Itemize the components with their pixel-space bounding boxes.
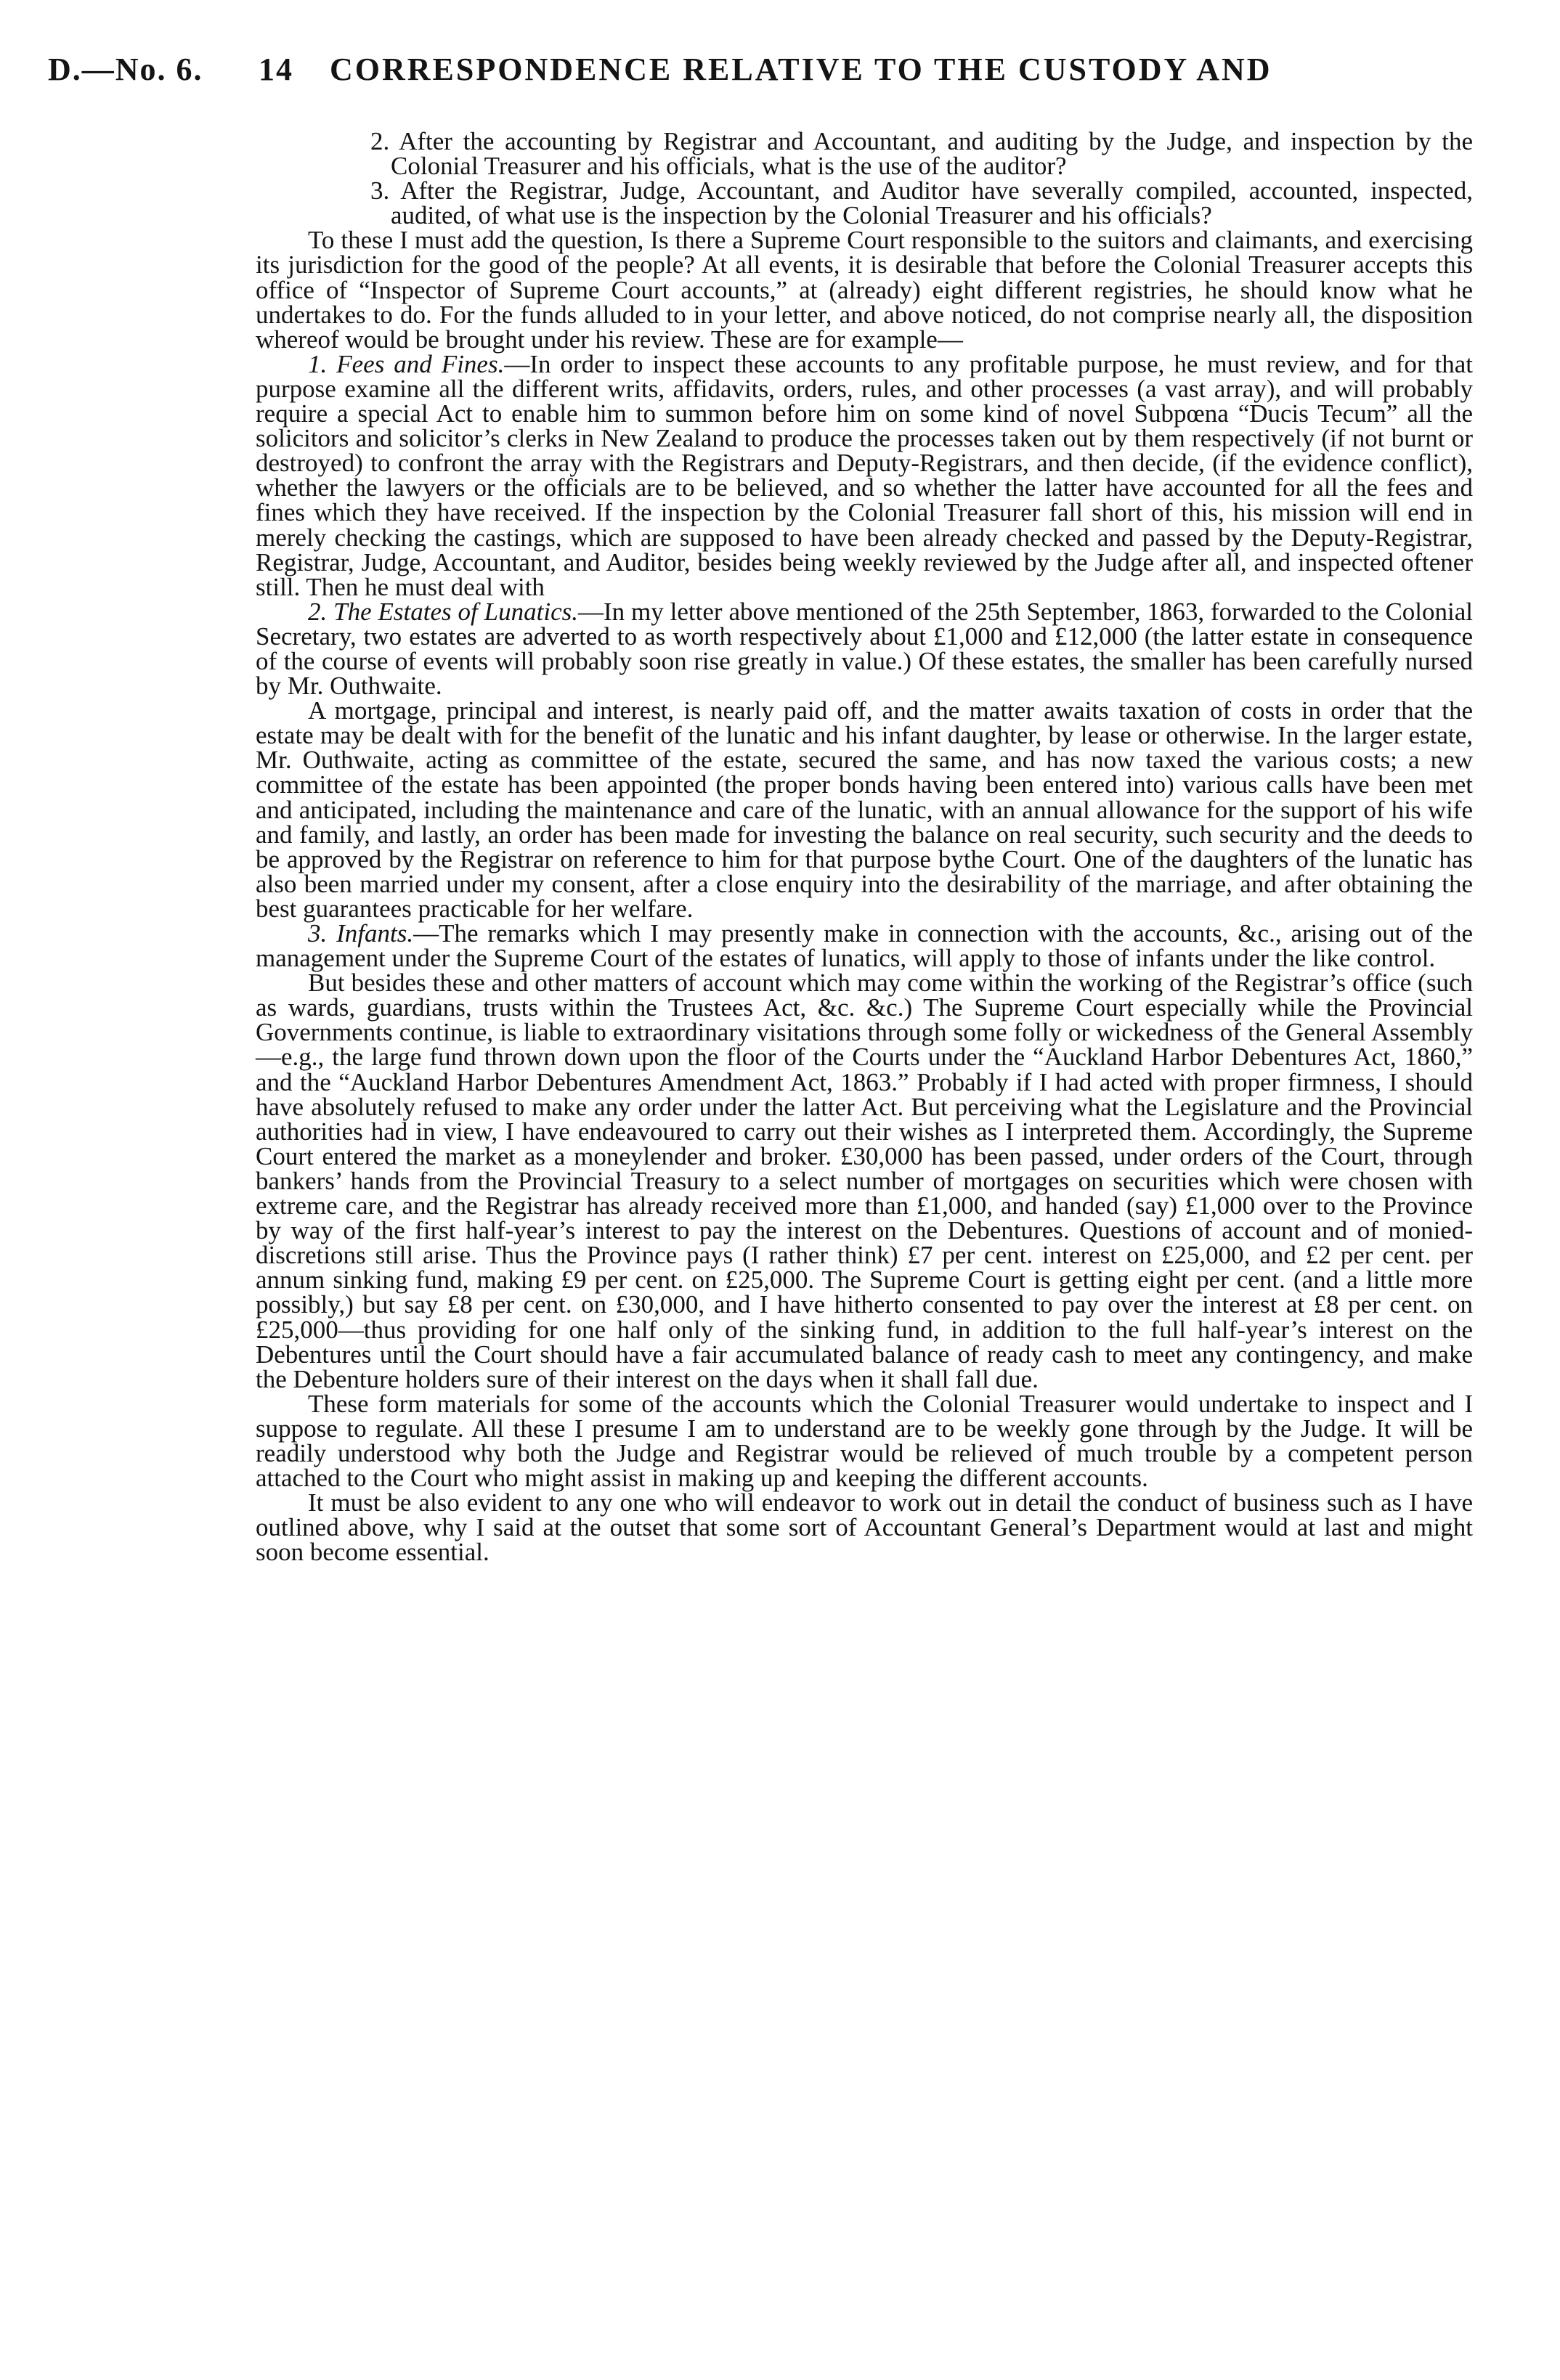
running-title: CORRESPONDENCE RELATIVE TO THE CUSTODY AND bbox=[330, 52, 1272, 87]
page-header bbox=[48, 51, 1471, 94]
paragraph-infants bbox=[256, 921, 1473, 971]
body-text bbox=[256, 129, 1473, 1565]
paragraph-lunatics bbox=[256, 597, 1474, 701]
page-number: 14 bbox=[259, 52, 293, 87]
question-2: 2. After the accounting by Registrar and Accountant, and auditing by the Judge, and inspection by the Colonial Treasurer and his officials, what is the use of the auditor? bbox=[370, 127, 1473, 181]
document-number: D.—No. 6. bbox=[48, 52, 203, 87]
question-3: 3. After the Registrar, Judge, Accountant, and Auditor have severally compiled, accounted, inspected, audited, of what use is the inspection by the Colonial Treasurer and his officials? bbox=[370, 176, 1473, 230]
fees-text: —In order to inspect these accounts to any profitable purpose, he must review, and for that purpose examine all the different writs, affidavits, orders, rules, and other processes (a vast array), and will probably require a special Act to enable him to summon before him on some kind of novel Subpœna “Ducis Tecum” all the solicitors and solicitor’s clerks in New Zealand to produce the processes taken out by them respectively (if not burnt or destroyed) to confront the array with the Registrars and Deputy-Registrars, and then decide, (if the evidence conflict), whether the lawyers or the officials are to be believed, and so whether the latter have accounted for all the fees and fines which they have received. If the inspection by the Colonial Treasurer fall short of this, his mission will end in merely checking the castings, which are supposed to have been already checked and passed by the Deputy-Registrar, Registrar, Judge, Accountant, and Auditor, besides being weekly reviewed by the Judge after all, and inspected oftener still. Then he must deal with bbox=[256, 349, 1474, 601]
paragraph-besides: But besides these and other matters of account which may come within the working of the Registrar’s office (such as wards, guardians, trusts within the Trustees Act, &c. &c.) The Supreme Court especially while the Provincial Governments continue, is liable to extraordinary visitations through some folly or wickedness of the General Assembly—e.g., the large fund thrown down upon the floor of the Courts under the “Auckland Harbor Debentures Act, 1860,” and the “Auckland Harbor Debentures Amendment Act, 1863.” Probably if I had acted with proper firmness, I should have absolutely refused to make any order under the latter Act. But perceiving what the Legislature and the Provincial authorities had in view, I have endeavoured to carry out their wishes as I interpreted them. Accordingly, the Supreme Court entered the market as a moneylender and broker. £30,000 has been passed, under orders of the Court, through bankers’ hands from the Provincial Treasury to a select number of mortgages on securities which were chosen with extreme care, and the Registrar has already received more than £1,000, and handed (say) £1,000 over to the Province by way of the first half-year’s interest to pay the interest on the Debentures. Questions of account and of monied-discretions still arise. Thus the Province pays (I rather think) £7 per cent. interest on £25,000, and £2 per cent. per annum sinking fund, making £9 per cent. on £25,000. The Supreme Court is getting eight per cent. (and a little more possibly,) but say £8 per cent. on £30,000, and I have hitherto consented to pay over the interest at £8 per cent. on £25,000—thus providing for one half only of the sinking fund, in addition to the full half-year’s interest on the Debentures until the Court should have a fair accumulated balance of ready cash to meet any contingency, and make the Debenture holders sure of their interest on the days when it shall fall due. bbox=[256, 969, 1473, 1393]
infants-heading: 3. Infants. bbox=[308, 919, 414, 947]
lunatics-text: —In my letter above mentioned of the 25th September, 1863, forwarded to the Colonial Secretary, two estates are adverted to as worth respectively about £1,000 and £12,000 (the latter estate in consequence of the course of events will probably soon rise greatly in value.) Of these estates, the smaller has been carefully nursed by Mr. Outhwaite. bbox=[256, 597, 1474, 701]
paragraph-evident: It must be also evident to any one who will endeavor to work out in detail the conduct of business such as I have outlined above, why I said at the outset that some sort of Accountant General’s Department would at last and might soon become essential. bbox=[256, 1488, 1473, 1567]
lunatics-heading: 2. The Estates of Lunatics. bbox=[308, 597, 578, 626]
paragraph-materials: These form materials for some of the accounts which the Colonial Treasurer would undertake to inspect and I suppose to regulate. All these I presume I am to understand are to be weekly gone through by the Judge. It will be readily understood why both the Judge and Registrar would be relieved of much trouble by a competent person attached to the Court who might assist in making up and keeping the different accounts. bbox=[256, 1389, 1473, 1493]
infants-text: —The remarks which I may presently make in connection with the accounts, &c., arising out of the management under the Supreme Court of the estates of lunatics, will apply to those of infants under the like control. bbox=[256, 919, 1473, 973]
fees-heading: 1. Fees and Fines. bbox=[308, 349, 505, 378]
paragraph-mortgage: A mortgage, principal and interest, is nearly paid off, and the matter awaits taxation of costs in order that the estate may be dealt with for the benefit of the lunatic and his infant daughter, by lease or otherwise. In the larger estate, Mr. Outhwaite, acting as committee of the estate, secured the same, and has now taxed the various costs; a new committee of the estate has been appointed (the proper bonds having been entered into) various calls have been met and anticipated, including the maintenance and care of the lunatic, with an annual allowance for the support of his wife and family, and lastly, an order has been made for investing the balance on real security, such security and the deeds to be approved by the Registrar on reference to him for that purpose bythe Court. One of the daughters of the lunatic has also been married under my consent, after a close enquiry into the desirability of the marriage, and after obtaining the best guarantees practicable for her welfare. bbox=[256, 696, 1473, 923]
paragraph-fees-and-fines bbox=[256, 349, 1474, 601]
paragraph-question: To these I must add the question, Is there a Supreme Court responsible to the suitors and claimants, and exercising its jurisdiction for the good of the people? At all events, it is desirable that before the Colonial Treasurer accepts this office of “Inspector of Supreme Court accounts,” at (already) eight different registries, he should know what he undertakes to do. For the funds alluded to in your letter, and above noticed, do not comprise nearly all, the disposition whereof would be brought under his review. These are for example— bbox=[256, 226, 1473, 354]
